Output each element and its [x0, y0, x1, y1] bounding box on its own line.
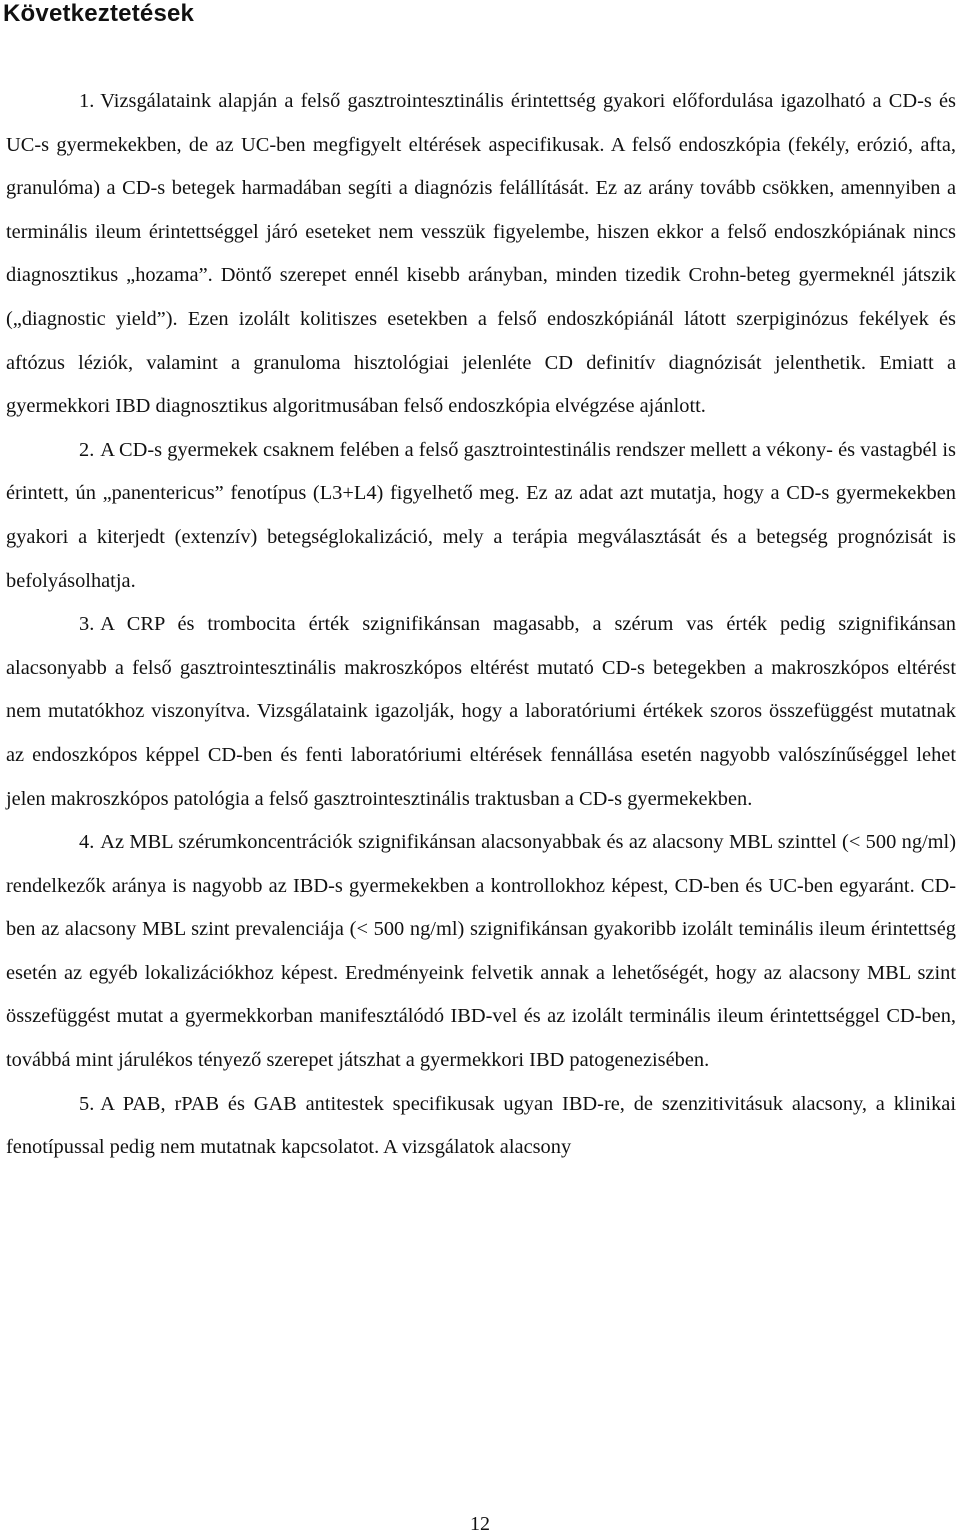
page-number: 12 — [470, 1513, 490, 1535]
page-title: Következtetések — [3, 0, 195, 27]
paragraph-text: Vizsgálataink alapján a felső gasztrointesztinális érintettség gyakori előfordulása igazolható a CD-s és UC-s gyermekekben, de az UC-ben megfigyelt eltérések aspecifikusak. A felső endoszkópia (fekély, erózió, afta, granulóma) a CD-s betegek harmadában segíti a diagnózis felállítását. Ez az arány tovább csökken, amennyiben a terminális ileum érintettséggel járó eseteket nem vesszük figyelembe, hiszen ekkor a felső endoszkópiának nincs diagnosztikus „hozama”. Döntő szerepet ennél kisebb arányban, minden tizedik Crohn-beteg gyermeknél játszik („diagnostic yield”). Ezen izolált kolitiszes esetekben a felső endoszkópiánál látott szerpiginózus fekélyek és aftózus léziók, valamint a granuloma hisztológiai jelenléte CD definitív diagnózisát jelenthetik. Emiatt a gyermekkori IBD diagnosztikus algoritmusában felső endoszkópia elvégzése ajánlott. — [6, 90, 956, 418]
paragraph-text: A PAB, rPAB és GAB antitestek specifikusak ugyan IBD-re, de szenzitivitásuk alacsony, a klinikai fenotípussal pedig nem mutatnak kapcsolatot. A vizsgálatok alacsony — [6, 1092, 956, 1159]
paragraph-text: A CD-s gyermekek csaknem felében a felső gasztrointestinális rendszer mellett a vékony- és vastagbél is érintett, ún „panentericus” fenotípus (L3+L4) figyelhető meg. Ez az adat azt mutatja, hogy a CD-s gyermekekben gyakori a kiterjedt (extenzív) betegséglokalizáció, mely a terápia megválasztását és a betegség prognózisát is befolyásolhatja. — [6, 438, 956, 592]
paragraph-number: 4. — [79, 831, 95, 854]
paragraph-text: A CRP és trombocita érték szignifikánsan magasabb, a szérum vas érték pedig szignifikánsan alacsonyabb a felső gasztrointesztinális makroszkópos eltérést mutató CD-s betegekben a makroszkópos eltérést nem mutatókhoz viszonyítva. Vizsgálataink igazolják, hogy a laboratóriumi értékek szoros összefüggést mutatnak az endoszkópos képpel CD-ben és fenti laboratóriumi eltérések fennállása esetén nagyobb valószínűséggel lehet jelen makroszkópos patológia a felső gasztrointesztinális traktusban a CD-s gyermekekben. — [6, 613, 956, 810]
paragraph-3 — [6, 603, 956, 821]
paragraph-1 — [6, 80, 956, 429]
paragraph-2 — [6, 429, 956, 603]
paragraph-4 — [6, 821, 956, 1083]
paragraph-number: 1. — [79, 90, 95, 112]
body-text — [6, 80, 956, 1170]
paragraph-number: 2. — [79, 438, 95, 461]
paragraph-number: 3. — [79, 613, 95, 636]
paragraph-5 — [6, 1083, 956, 1170]
paragraph-text: Az MBL szérumkoncentrációk szignifikánsan alacsonyabbak és az alacsony MBL szinttel (< 500 ng/ml) rendelkezők aránya is nagyobb az IBD-s gyermekekben a kontrollokhoz képest, CD-ben és UC-ben egyaránt. CD-ben az alacsony MBL szint prevalenciája (< 500 ng/ml) szignifikánsan gyakoribb izolált teminális ileum érintettség esetén az egyéb lokalizációkhoz képest. Eredményeink felvetik annak a lehetőségét, hogy az alacsony MBL szint összefüggést mutat a gyermekkorban manifesztálódó IBD-vel és az izolált terminális ileum érintettséggel CD-ben, továbbá mint járulékos tényező szerepet játszhat a gyermekkori IBD patogenezisében. — [6, 831, 956, 1072]
paragraph-number: 5. — [79, 1092, 95, 1115]
